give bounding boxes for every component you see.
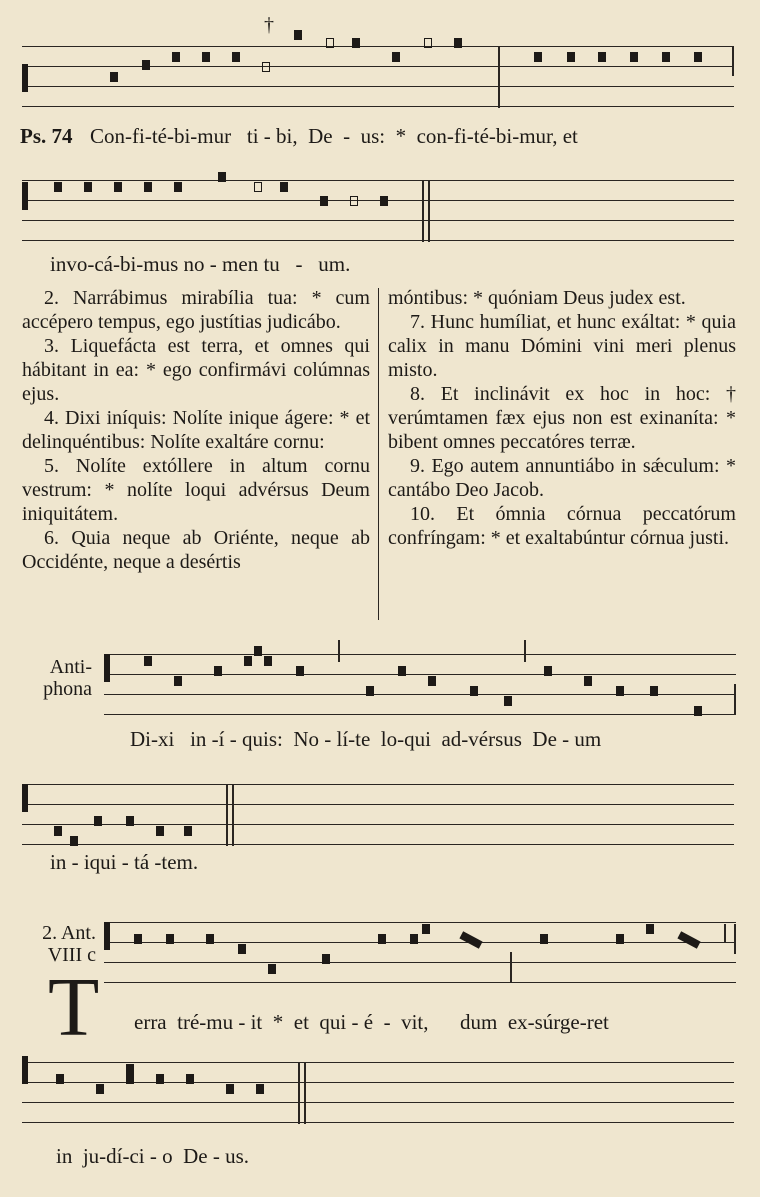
neume — [134, 934, 142, 944]
neume — [96, 1084, 104, 1094]
verse-5: 5. Nolíte extóllere in altum cornu vestrum: * nolíte loqui advérsus Deum iniquitátem. — [22, 455, 370, 525]
c-clef — [22, 64, 28, 92]
neume — [544, 666, 552, 676]
neume — [584, 676, 592, 686]
c-clef — [22, 1056, 28, 1084]
antiphon2-label — [20, 922, 96, 966]
neume — [144, 656, 152, 666]
verse-8: 8. Et inclinávit ex hoc in hoc: † verúmtamen fæx ejus non est exinaníta: * bibent omnes peccatóres terræ. — [388, 383, 736, 453]
neume — [172, 52, 180, 62]
antiphon-label — [20, 656, 92, 700]
c-clef — [22, 784, 28, 812]
neume — [470, 686, 478, 696]
neume — [677, 931, 700, 948]
neume — [142, 60, 150, 70]
neume — [320, 196, 328, 206]
staff-6 — [22, 1058, 734, 1124]
bar-line — [732, 46, 734, 76]
verse-2: 2. Narrábimus mirabília tua: * cum accépero tempus, ego justítias judicábo. — [22, 287, 370, 333]
neume — [174, 182, 182, 192]
bar-line — [298, 1062, 300, 1124]
column-divider — [378, 288, 379, 620]
antiphon2-lyrics-1: erra tré-mu - it * et qui - é - vit, dum ex-súrge-ret — [134, 1010, 609, 1034]
bar-line — [338, 640, 340, 662]
neume — [156, 1074, 164, 1084]
bar-line — [524, 640, 526, 662]
neume — [322, 954, 330, 964]
neume — [206, 934, 214, 944]
neume — [202, 52, 210, 62]
antiphon2-label-line2: VIII c — [47, 944, 96, 966]
verse-9: 9. Ego autem annuntiábo in sǽculum: * cantábo Deo Jacob. — [388, 455, 736, 501]
neume — [144, 182, 152, 192]
bar-line — [510, 952, 512, 982]
neume — [126, 816, 134, 826]
neume — [126, 1064, 134, 1074]
neume — [694, 52, 702, 62]
neume — [646, 924, 654, 934]
bar-line — [734, 924, 736, 954]
neume — [244, 656, 252, 666]
bar-line — [724, 924, 726, 942]
neume — [54, 182, 62, 192]
neume — [392, 52, 400, 62]
neume — [184, 826, 192, 836]
staff-3 — [104, 650, 736, 716]
antiphon1-lyrics-1: Di-xi in -í - quis: No - lí-te lo-qui ad-vérsus De - um — [130, 727, 602, 751]
neume — [540, 934, 548, 944]
neume — [214, 666, 222, 676]
antiphon1-lyrics-2: in - iqui - tá -tem. — [50, 850, 199, 874]
neume — [598, 52, 606, 62]
bar-line — [734, 684, 736, 714]
neume — [326, 38, 334, 48]
neume — [254, 182, 262, 192]
drop-cap: T — [48, 961, 100, 1054]
bar-line — [422, 180, 424, 242]
neume — [166, 934, 174, 944]
neume — [280, 182, 288, 192]
neume — [232, 52, 240, 62]
staff-2 — [22, 176, 734, 242]
neume — [126, 1074, 134, 1084]
neume — [54, 826, 62, 836]
verse-7: 7. Hunc humíliat, et hunc exáltat: * quia calix in manu Dómini vini meri plenus misto. — [388, 311, 736, 381]
neume — [114, 182, 122, 192]
neume — [254, 646, 262, 656]
staff-5 — [104, 918, 736, 984]
bar-line — [226, 784, 228, 846]
neume — [459, 931, 482, 948]
neume — [174, 676, 182, 686]
neume — [186, 1074, 194, 1084]
neume — [256, 1084, 264, 1094]
c-clef — [22, 182, 28, 210]
neume — [694, 706, 702, 716]
dagger-mark: † — [264, 14, 274, 36]
bar-line — [304, 1062, 306, 1124]
c-clef — [104, 922, 110, 950]
neume — [226, 1084, 234, 1094]
neume — [630, 52, 638, 62]
verse-6: 6. Quia neque ab Oriénte, neque ab Occidénte, neque a desértis — [22, 527, 370, 573]
bar-line — [498, 46, 500, 108]
verse-3: 3. Liquefácta est terra, et omnes qui hábitant in ea: * ego confirmávi colúmnas ejus. — [22, 335, 370, 405]
neume — [94, 816, 102, 826]
neume — [534, 52, 542, 62]
neume — [264, 656, 272, 666]
neume — [504, 696, 512, 706]
neume — [366, 686, 374, 696]
verses-right-column — [388, 286, 736, 550]
antiphon-label-line1: Anti- — [49, 656, 92, 678]
bar-line — [232, 784, 234, 846]
neume — [262, 62, 270, 72]
neume — [616, 934, 624, 944]
neume — [380, 196, 388, 206]
neume — [650, 686, 658, 696]
antiphon2-label-line1: 2. Ant. — [42, 922, 96, 944]
psalm-lyrics-1: Con-fi-té-bi-mur ti - bi, De - us: * con-fi-té-bi-mur, et — [90, 124, 578, 148]
antiphon2-lyrics-2: in ju-dí-ci - o De - us. — [56, 1144, 250, 1168]
neume — [56, 1074, 64, 1084]
neume — [294, 30, 302, 40]
verse-6-cont: móntibus: * quóniam Deus judex est. — [388, 287, 686, 309]
neume — [350, 196, 358, 206]
neume — [422, 924, 430, 934]
neume — [662, 52, 670, 62]
neume — [110, 72, 118, 82]
psalm-lyrics-2: invo-cá-bi-mus no - men tu - um. — [50, 252, 351, 276]
neume — [567, 52, 575, 62]
neume — [398, 666, 406, 676]
neume — [268, 964, 276, 974]
verse-10: 10. Et ómnia córnua peccatórum confríngam: * et exaltabúntur córnua justi. — [388, 503, 736, 549]
neume — [352, 38, 360, 48]
neume — [616, 686, 624, 696]
neume — [296, 666, 304, 676]
neume — [218, 172, 226, 182]
neume — [156, 826, 164, 836]
verses-left-column — [22, 286, 370, 574]
verse-4: 4. Dixi iníquis: Nolíte inique ágere: * et delinquéntibus: Nolíte exaltáre cornu: — [22, 407, 370, 453]
neume — [428, 676, 436, 686]
antiphon-label-line2: phona — [43, 678, 92, 700]
bar-line — [428, 180, 430, 242]
staff-4 — [22, 780, 734, 846]
neume — [238, 944, 246, 954]
neume — [410, 934, 418, 944]
neume — [454, 38, 462, 48]
neume — [424, 38, 432, 48]
neume — [84, 182, 92, 192]
neume — [70, 836, 78, 846]
psalm-label: Ps. 74 — [20, 124, 73, 148]
neume — [378, 934, 386, 944]
staff-1 — [22, 42, 734, 108]
c-clef — [104, 654, 110, 682]
